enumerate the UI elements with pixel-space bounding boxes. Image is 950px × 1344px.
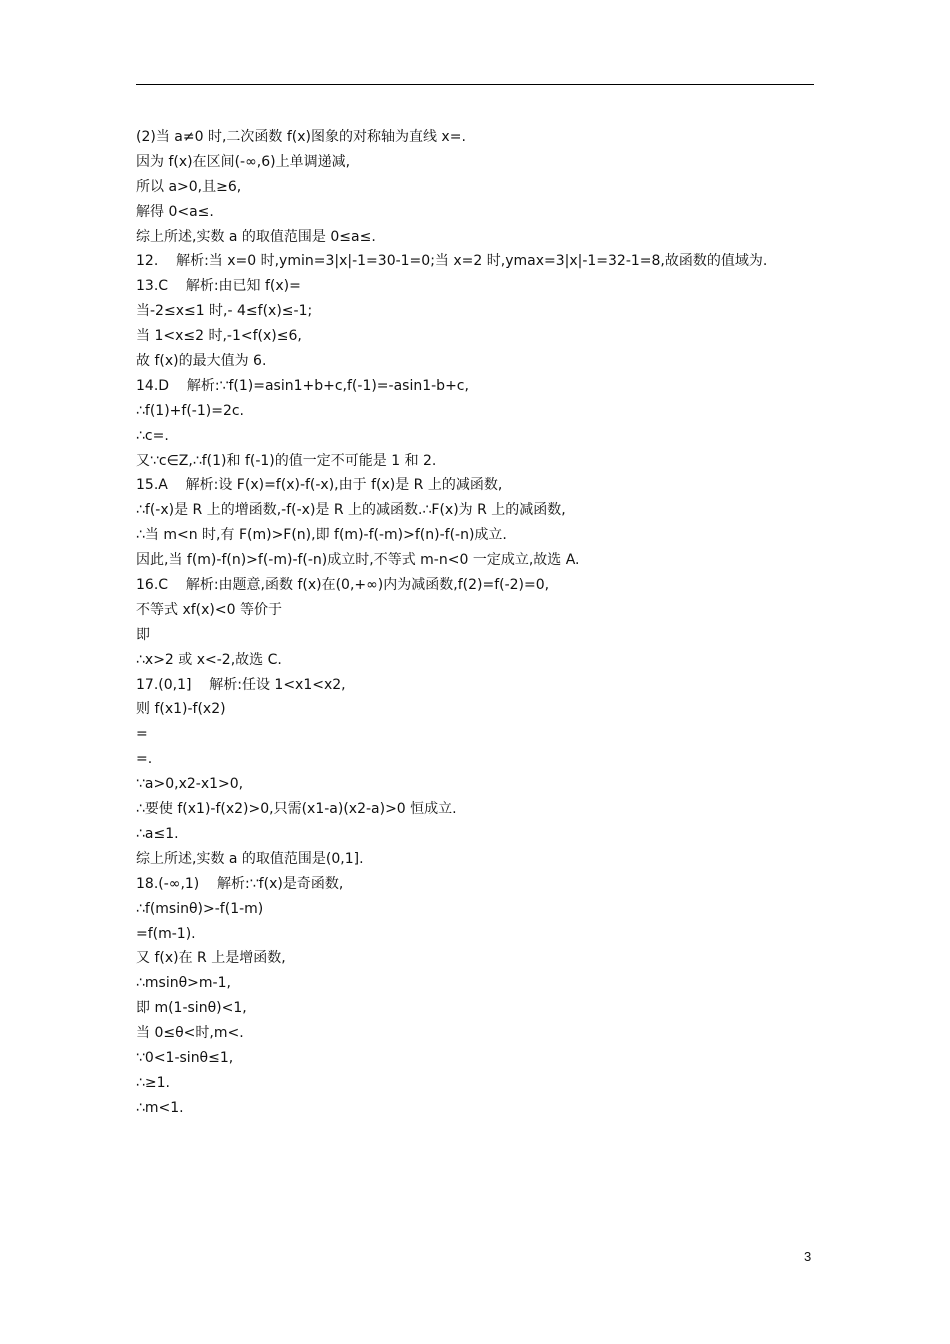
text-line: 综上所述,实数 a 的取值范围是 0≤a≤. [136,228,376,245]
page-number: 3 [804,1249,812,1264]
text-line: 解得 0<a≤. [136,203,214,220]
text-line: 综上所述,实数 a 的取值范围是(0,1]. [136,850,364,867]
text-line: ∴f(msinθ)>-f(1-m) [136,900,264,917]
text-line: 不等式 xf(x)<0 等价于 [136,601,282,618]
text-line: 则 f(x1)-f(x2) [136,701,226,718]
text-line: 12. 解析:当 x=0 时,ymin=3|x|-1=30-1=0;当 x=2 时,ymax=3|x|-1=32-1=8,故函数的值域为. [136,253,768,270]
text-line: ∴要使 f(x1)-f(x2)>0,只需(x1-a)(x2-a)>0 恒成立. [136,801,457,818]
text-line: ∴当 m<n 时,有 F(m)>F(n),即 f(m)-f(-m)>f(n)-f(-n)成立. [136,527,507,544]
text-line: 14.D 解析:∵f(1)=asin1+b+c,f(-1)=-asin1-b+c, [136,377,469,394]
text-line: ∴f(1)+f(-1)=2c. [136,402,244,419]
text-line: 即 [136,626,150,643]
text-line: ∴x>2 或 x<-2,故选 C. [136,651,282,668]
text-line: 因为 f(x)在区间(-∞,6)上单调递减, [136,153,351,170]
text-line: 所以 a>0,且≥6, [136,178,242,195]
text-line: ∴msinθ>m-1, [136,975,231,992]
text-line: 当 0≤θ<时,m<. [136,1025,244,1042]
text-line: ∵a>0,x2-x1>0, [136,776,244,793]
text-line: 当 1<x≤2 时,-1<f(x)≤6, [136,328,302,345]
text-line: 当-2≤x≤1 时,- 4≤f(x)≤-1; [136,303,313,320]
text-line: ∴m<1. [136,1099,184,1116]
text-line: ∵0<1-sinθ≤1, [136,1049,234,1066]
text-line: 故 f(x)的最大值为 6. [136,353,267,370]
text-line: 16.C 解析:由题意,函数 f(x)在(0,+∞)内为减函数,f(2)=f(-2)=0, [136,577,550,594]
text-line: ∴a≤1. [136,825,179,842]
text-line: 又 f(x)在 R 上是增函数, [136,950,286,967]
text-line: 因此,当 f(m)-f(n)>f(-m)-f(-n)成立时,不等式 m-n<0 一定成立,故选 A. [136,552,580,569]
text-line: =f(m-1). [136,925,196,942]
text-line: 15.A 解析:设 F(x)=f(x)-f(-x),由于 f(x)是 R 上的减函数, [136,477,503,494]
document-body [136,125,816,1121]
text-line: 13.C 解析:由已知 f(x)= [136,278,301,295]
header-rule [136,84,814,85]
text-line: ∴f(-x)是 R 上的增函数,-f(-x)是 R 上的减函数.∴F(x)为 R 上的减函数, [136,502,566,519]
text-line: (2)当 a≠0 时,二次函数 f(x)图象的对称轴为直线 x=. [136,129,466,145]
text-line: 即 m(1-sinθ)<1, [136,1000,247,1017]
text-line: 17.(0,1] 解析:任设 1<x1<x2, [136,676,346,693]
text-line: ∴≥1. [136,1074,170,1091]
text-line: 又∵c∈Z,∴f(1)和 f(-1)的值一定不可能是 1 和 2. [136,452,437,469]
text-line: = [136,726,148,743]
text-line: ∴c=. [136,427,169,444]
text-line: 18.(-∞,1) 解析:∵f(x)是奇函数, [136,875,344,892]
text-line: =. [136,751,153,768]
